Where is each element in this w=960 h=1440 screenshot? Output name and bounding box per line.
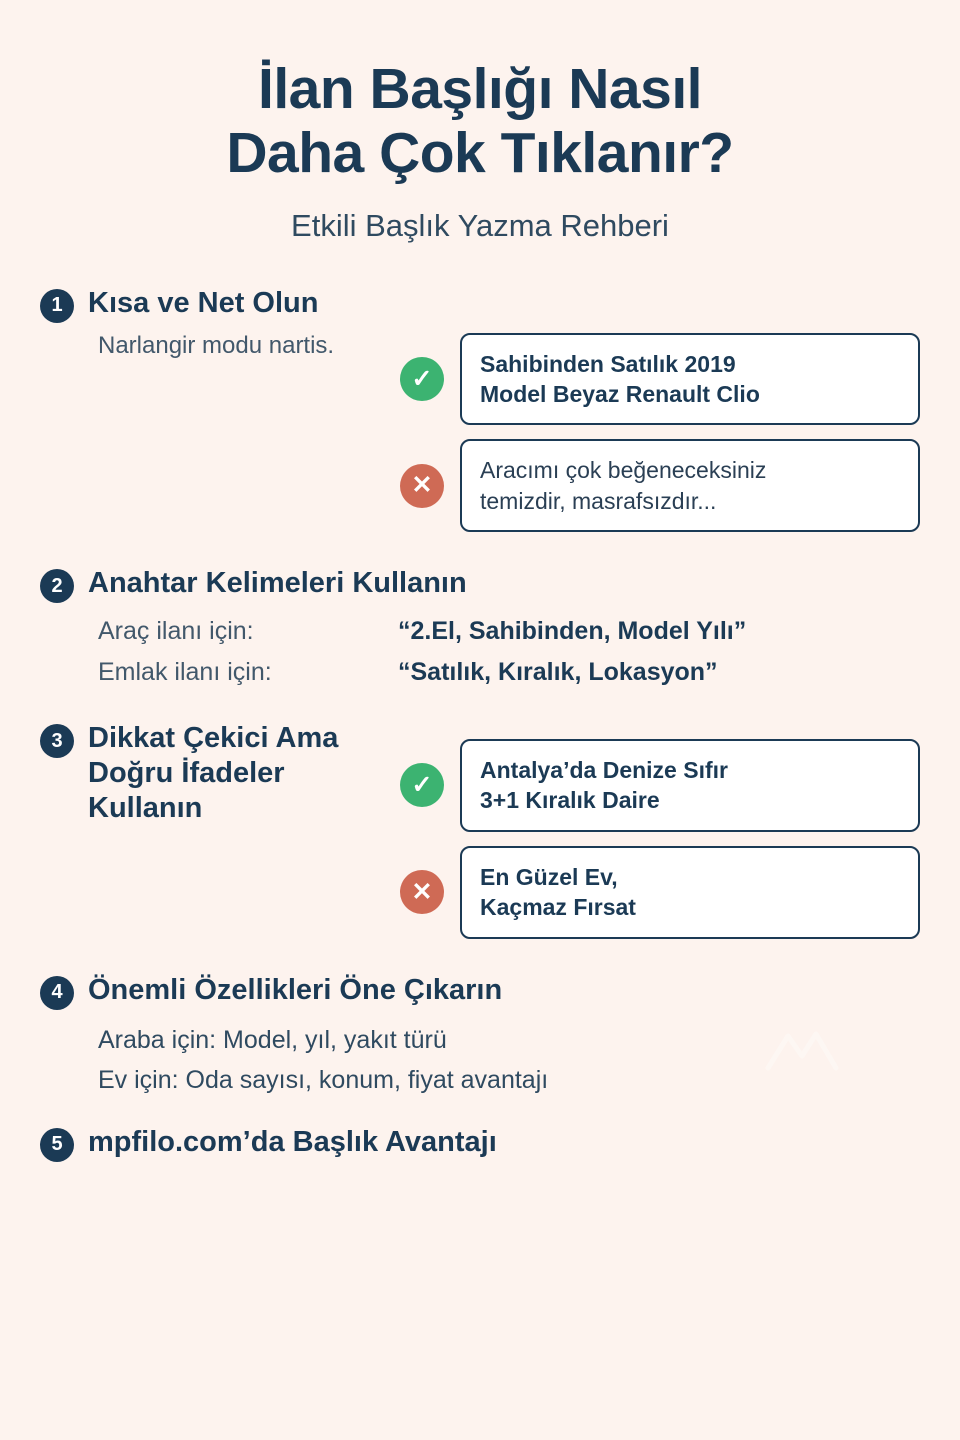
example-box-good (460, 739, 920, 832)
keywords-table (40, 617, 920, 687)
section-3-number: 3 (40, 724, 74, 758)
section-3-examples (400, 721, 920, 938)
section-4-title: Önemli Özellikleri Öne Çıkarın (88, 973, 503, 1006)
example-good-line-2: 3+1 Kıralık Daire (480, 787, 660, 814)
section-1-number: 1 (40, 289, 74, 323)
example-good-line-2: Model Beyaz Renault Clio (480, 381, 760, 408)
section-4-line-2: Ev için: Oda sayısı, konum, fiyat avantajı (98, 1066, 549, 1095)
section-4-lines (40, 1020, 920, 1101)
section-5-title: mpfilo.com’da Başlık Avantajı (88, 1125, 497, 1158)
example-bad-line-2: Kaçmaz Fırsat (480, 894, 636, 921)
section-3-title-line-3: Kullanın (88, 791, 203, 824)
section-3-left (40, 721, 400, 825)
section-1-body (40, 329, 920, 532)
section-4-heading (40, 973, 920, 1010)
section-5 (40, 1125, 920, 1162)
keyword-row-realestate (98, 658, 920, 687)
keyword-row-vehicle (98, 617, 920, 646)
section-1 (40, 286, 920, 532)
example-box-bad (460, 846, 920, 939)
sections-list (40, 286, 920, 1162)
section-3-body (40, 721, 920, 938)
section-1-heading (40, 286, 920, 323)
check-icon: ✓ (400, 763, 444, 807)
section-3-title-line-1: Dikkat Çekici Ama (88, 722, 339, 755)
section-1-title: Kısa ve Net Olun (88, 286, 319, 319)
keyword-label-realestate: Emlak ilanı için: (98, 658, 272, 687)
section-5-heading (40, 1125, 920, 1162)
example-bad-line-2: temizdir, masrafsızdır... (480, 487, 717, 514)
example-good-line-1: Antalya’da Denize Sıfır (480, 757, 728, 784)
section-2-heading (40, 566, 920, 603)
page-subtitle: Etkili Başlık Yazma Rehberi (291, 207, 669, 243)
section-1-left (40, 329, 400, 364)
section-3-title (88, 721, 338, 825)
header (40, 0, 920, 244)
section-4-number: 4 (40, 976, 74, 1010)
cross-icon: ✕ (400, 870, 444, 914)
section-2-title: Anahtar Kelimeleri Kullanın (88, 567, 467, 600)
section-4 (40, 973, 920, 1101)
example-box-bad (460, 439, 920, 532)
section-3-title-line-2: Doğru İfadeler (88, 756, 285, 789)
example-box-good (460, 333, 920, 426)
keyword-value-realestate: “Satılık, Kıralık, Lokasyon” (398, 658, 718, 687)
section-4-line-1: Araba için: Model, yıl, yakıt türü (98, 1025, 447, 1054)
example-row-bad (400, 846, 920, 939)
keyword-value-vehicle: “2.El, Sahibinden, Model Yılı” (398, 617, 747, 646)
section-1-note: Narlangir modu nartis. (98, 331, 335, 359)
example-row-good (400, 739, 920, 832)
keyword-label-vehicle: Araç ilanı için: (98, 617, 254, 646)
check-icon: ✓ (400, 357, 444, 401)
section-5-number: 5 (40, 1128, 74, 1162)
title-line-2: Daha Çok Tıklanır? (226, 120, 734, 185)
example-bad-line-1: En Güzel Ev, (480, 863, 618, 890)
example-bad-line-1: Aracımı çok beğeneceksiniz (480, 457, 767, 484)
section-3 (40, 721, 920, 938)
section-3-heading (40, 721, 400, 825)
example-good-line-1: Sahibinden Satılık 2019 (480, 350, 736, 377)
section-2-number: 2 (40, 569, 74, 603)
page-title (40, 58, 920, 186)
title-line-1: İlan Başlığı Nasıl (258, 57, 702, 121)
cross-icon: ✕ (400, 464, 444, 508)
example-row-bad (400, 439, 920, 532)
section-1-examples (400, 329, 920, 532)
example-row-good (400, 333, 920, 426)
section-2 (40, 566, 920, 687)
